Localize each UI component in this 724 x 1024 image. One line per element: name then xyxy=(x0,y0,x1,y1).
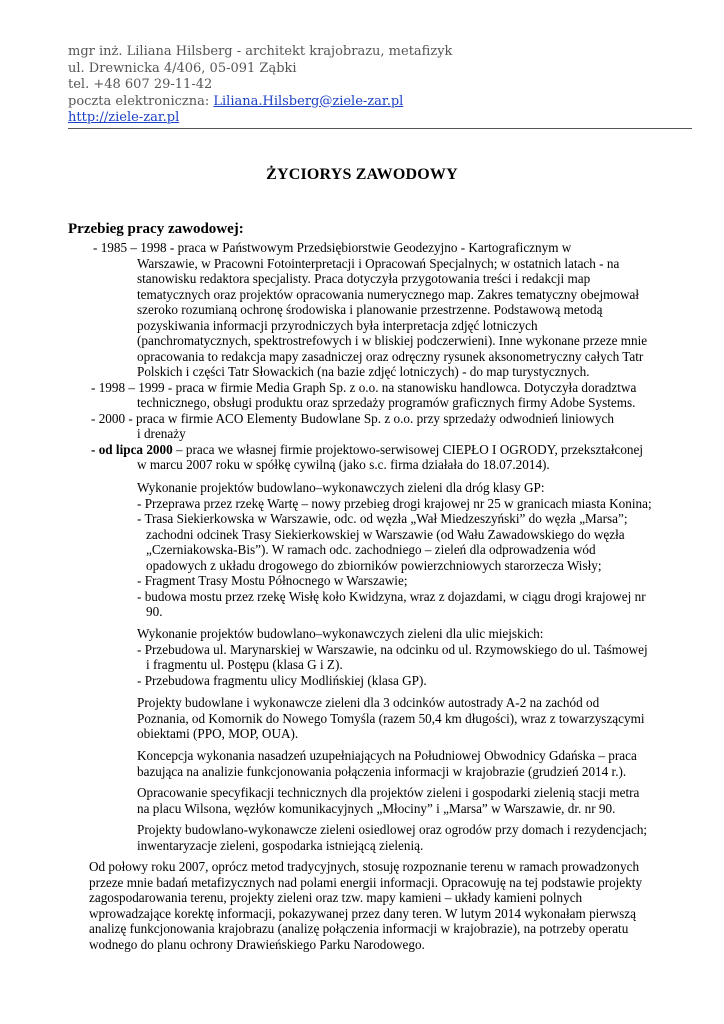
text-line: bazująca na analizie funkcjonowania połączenia informacji w krajobrazie (grudzień 2014 r.). xyxy=(137,763,627,779)
text-line: w marcu 2007 roku w spółkę cywilną (jako s.c. firma działała do 18.07.2014). xyxy=(137,457,550,472)
text-line: - Fragment Trasy Mostu Północnego w Warszawie; xyxy=(137,573,408,588)
text-line: opadowych z układu drogowego do zbiorników powierzchniowych starorzecza Wisły; xyxy=(146,557,602,573)
text-line: - Przebudowa ul. Marynarskiej w Warszawie, na odcinku od ul. Rzymowskiego do ul. Taśmowej xyxy=(137,641,648,657)
website-link[interactable]: http://ziele-zar.pl xyxy=(68,110,180,125)
text-line: (panchromatycznych, spektrostrefowych i w bliskiej podczerwieni). Inne wykonane przeze mnie xyxy=(137,333,648,348)
text-line: 90. xyxy=(146,604,163,619)
section-heading: Przebieg pracy zawodowej: xyxy=(68,221,244,237)
email-label: poczta elektroniczna: xyxy=(68,93,214,109)
text-line: opracowania to redakcja mapy zasadniczej oraz odręczny rysunek aksonometryczny całych Tatr xyxy=(137,348,644,364)
text-line: i drenaży xyxy=(137,426,186,441)
email-line xyxy=(68,94,688,111)
text-line: szeroko rozumianą ochronę środowiska i planowanie przestrzenne. Podstawową metodą xyxy=(137,302,603,317)
text-line xyxy=(91,442,643,458)
text-line: Projekty budowlano-wykonawcze zieleni osiedlowej oraz ogrodów przy domach i rezydencjach; xyxy=(137,822,648,837)
text-line: wprowadzające korektę informacji, pokazywanej przez dany teren. W lutym 2014 wykonałam pierwszą xyxy=(89,905,636,921)
text-line: Polskich i części Tatr Słowackich (na bazie zdjęć lotniczych) - do map turystycznych. xyxy=(137,364,590,379)
header-divider xyxy=(68,128,692,129)
bold-date: - od lipca 2000 xyxy=(91,441,173,457)
text-line: obiektami (PPO, MOP, OUA). xyxy=(137,726,299,741)
text-line: Koncepcja wykonania nasadzeń uzupełniających na Południowej Obwodnicy Gdańska – praca xyxy=(137,748,637,763)
text-line: - 2000 - praca w firmie ACO Elementy Budowlane Sp. z o.o. przy sprzedaży odwodnień liniowych xyxy=(91,410,614,426)
text-line: - budowa mostu przez rzekę Wisłę koło Kwidzyna, wraz z dojazdami, w ciągu drogi krajowej nr xyxy=(137,588,646,604)
author-name: mgr inż. Liliana Hilsberg - architekt krajobrazu, metafizyk xyxy=(68,44,453,59)
website-line xyxy=(68,110,688,127)
text-line: pozyskiwania informacji przyrodniczych była interpretacja zdjęć lotniczych xyxy=(137,317,538,333)
text-line: zachodni odcinek Trasy Siekierkowskiej w Warszawie (od Wału Zawadowskiego do węzła xyxy=(146,526,625,542)
text-line: Od połowy roku 2007, oprócz metod tradycyjnych, stosuję rozpoznanie terenu w ramach prowadzonych xyxy=(89,859,640,874)
text-line: „Czerniakowska-Bis”). W ramach odc. zachodniego – zieleń dla odprowadzenia wód xyxy=(146,542,596,557)
text-line: tematycznych oraz projektów opracowania numerycznego map. Zakres tematyczny obejmował xyxy=(137,286,640,302)
phone: tel. +48 607 29-11-42 xyxy=(68,77,213,92)
text-line: - Trasa Siekierkowska w Warszawie, odc. od węzła „Wał Miedzeszyński” do węzła „Marsa”; xyxy=(137,511,628,526)
text-line: Opracowanie specyfikacji technicznych dla projektów zieleni i gospodarki zielenią stacji metra xyxy=(137,785,640,800)
text-line: na placu Wilsona, węzłów komunikacyjnych „Młociny” i „Marsa” w Warszawie, dr. nr 90. xyxy=(137,800,616,816)
text-line: - 1985 – 1998 - praca w Państwowym Przedsiębiorstwie Geodezyjno - Kartograficznym w xyxy=(93,240,572,255)
text-line: Warszawie, w Pracowni Fotointerpretacji i Opracowań Specjalnych; w ostatnich latach - na xyxy=(137,255,620,271)
text-line: i fragmentu ul. Postępu (klasa G i Z). xyxy=(146,657,343,672)
text-line: Wykonanie projektów budowlano–wykonawczych zieleni dla ulic miejskich: xyxy=(137,626,544,641)
text-line: analizę funkcjonowania krajobrazu (analizę połączenia informacji w krajobrazie), na potrzeby operatu xyxy=(89,921,629,936)
text-line: Poznania, od Komornik do Nowego Tomyśla (razem 50,4 km długości), wraz z towarzyszącymi xyxy=(137,710,645,726)
text-line: Wykonanie projektów budowlano–wykonawczych zieleni dla dróg klasy GP: xyxy=(137,480,545,495)
text-line: wodnego do planu ochrony Drawieńskiego Parku Narodowego. xyxy=(89,936,425,952)
text-line: przeze mnie badań metafizycznych nad polami energii informacji. Opracowuję na tej podstawie projekty xyxy=(89,874,643,890)
text-line: Projekty budowlane i wykonawcze zieleni dla 3 odcinków autostrady A-2 na zachód od xyxy=(137,695,600,710)
text-line: - Przeprawa przez rzekę Wartę – nowy przebieg drogi krajowej nr 25 w granicach miasta Konina; xyxy=(137,495,652,511)
text-span: – praca we własnej firmie projektowo-serwisowej CIEPŁO I OGRODY, przekształconej xyxy=(172,441,644,457)
address: ul. Drewnicka 4/406, 05-091 Ząbki xyxy=(68,60,297,76)
text-line: technicznego, obsługi produktu oraz sprzedaży programów graficznych firmy Adobe Systems. xyxy=(137,395,636,410)
document-title: ŻYCIORYS ZAWODOWY xyxy=(266,166,458,183)
text-line: - Przebudowa fragmentu ulicy Modlińskiej (klasa GP). xyxy=(137,672,427,688)
text-line: - 1998 – 1999 - praca w firmie Media Graph Sp. z o.o. na stanowisku handlowca. Dotyczyła doradztwa xyxy=(91,379,637,395)
text-line: stanowisku redaktora specjalisty. Praca dotyczyła przygotowania treści i redakcji map xyxy=(137,271,591,286)
email-link[interactable]: Liliana.Hilsberg@ziele-zar.pl xyxy=(213,93,404,109)
text-line: inwentaryzacje zieleni, gospodarka istniejącą zielenią. xyxy=(137,837,424,853)
contact-header xyxy=(68,44,688,127)
text-line: zagospodarowania terenu, projekty zieleni oraz tzw. mapy kamieni – układy kamieni polnych xyxy=(89,890,583,905)
